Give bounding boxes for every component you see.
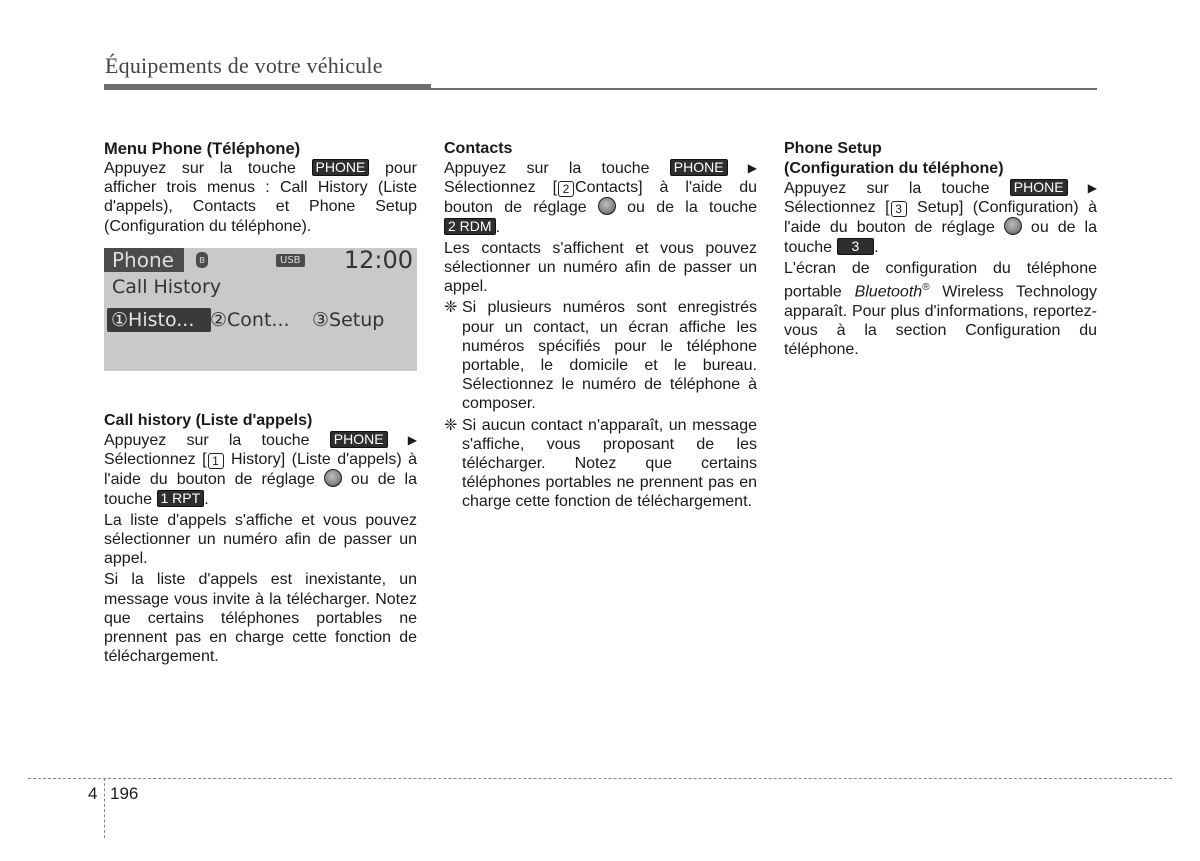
screen-clock: 12:00: [343, 248, 413, 274]
section-title-call-history: Call history (Liste d'appels): [104, 412, 313, 429]
screen-subtitle: Call History: [112, 276, 222, 298]
note-multiple-numbers: ❈ Si plusieurs numéros sont enregistrés pour un contact, un écran affiche les numéros spécifiés pour le téléphone portable, le domicile et le bureau. Sélectionnez le numéro de téléphone à composer.: [444, 299, 757, 413]
paragraph-setup-steps: Appuyez sur la touche PHONE ▶ Sélectionnez [ 3 Setup] (Configuration) à l'aide du bouton de réglage ou de la touche 3 .: [784, 179, 1098, 256]
usb-icon: USB: [276, 254, 305, 267]
page-header-title: Équipements de votre véhicule: [105, 53, 383, 78]
note-no-contacts: ❈ Si aucun contact n'apparaît, un message s'affiche, vous proposant de les télécharger. Notez que certains téléphones portables ne prennent pas en charge cette fonction de téléchargement.: [444, 416, 757, 511]
footer-dashed-divider: [104, 778, 105, 838]
bluetooth-icon: ʙ: [196, 252, 208, 268]
phone-key-icon: PHONE: [330, 431, 388, 448]
phone-key-icon: PHONE: [312, 159, 370, 176]
tune-knob-icon: [598, 197, 616, 215]
screen-menu-setup: ③Setup: [312, 309, 385, 331]
chapter-number: 4: [88, 784, 98, 803]
section-title-contacts: Contacts: [444, 140, 513, 157]
phone-key-icon: PHONE: [670, 159, 728, 176]
screen-menu-contacts: ②Cont...: [210, 309, 290, 331]
phone-key-icon: PHONE: [1010, 179, 1068, 196]
column-call-history: [104, 411, 417, 668]
circled-number-icon: 3: [891, 201, 907, 217]
rpt-key-icon: 1 RPT: [157, 490, 205, 507]
paragraph-call-history-steps: Appuyez sur la touche PHONE ▶ Sélectionnez [ 1 History] (Liste d'appels) à l'aide du bouton de réglage ou de la touche 1 RPT .: [104, 431, 418, 508]
phone-display-screen: [104, 248, 417, 371]
paragraph-setup-screen: L'écran de configuration du téléphone portable Bluetooth® Wireless Technology apparaît. Pour plus d'informations, reportez-vous à la section Configuration du téléphone.: [784, 259, 1097, 358]
paragraph-contacts-list: Les contacts s'affichent et vous pouvez sélectionner un numéro afin de passer un appel.: [444, 239, 757, 296]
screen-tab-phone: Phone: [104, 248, 184, 272]
paragraph-call-history-empty: Si la liste d'appels est inexistante, un message vous invite à la télécharger. Notez que certains téléphones portables ne prennent pas en charge cette fonction de téléchargement.: [104, 571, 417, 666]
page-number: 196: [110, 784, 139, 803]
column-contacts: [444, 139, 757, 514]
key-3-icon: 3: [837, 238, 875, 255]
section-title-phone-setup: Phone Setup (Configuration du téléphone): [784, 140, 1004, 177]
screen-menu-history: ①Histo...: [107, 308, 211, 332]
header-rule-thin: [431, 88, 1097, 90]
section-title-menu-phone: Menu Phone (Téléphone): [104, 140, 301, 158]
circled-number-icon: 1: [208, 453, 224, 469]
tune-knob-icon: [1004, 217, 1022, 235]
note-icon: ❈: [444, 416, 458, 434]
arrow-right-icon: ▶: [747, 161, 757, 175]
arrow-right-icon: ▶: [1087, 181, 1097, 195]
paragraph-contacts-steps: Appuyez sur la touche PHONE ▶ Sélectionnez [ 2 Contacts] à l'aide du bouton de réglage ou de la touche 2 RDM .: [444, 159, 758, 236]
column-phone-setup: [784, 139, 1097, 361]
arrow-right-icon: ▶: [407, 433, 417, 447]
note-icon: ❈: [444, 299, 458, 317]
circled-number-icon: 2: [558, 181, 574, 197]
paragraph-call-history-list: La liste d'appels s'affiche et vous pouvez sélectionner un numéro afin de passer un appel.: [104, 511, 417, 568]
footer-dashed-rule: [28, 778, 1172, 779]
tune-knob-icon: [324, 469, 342, 487]
paragraph-menu-intro: Appuyez sur la touche PHONE pour afficher trois menus : Call History (Liste d'appels), Contacts et Phone Setup (Configuration du téléphone).: [104, 159, 417, 235]
header-rule-thick: [104, 84, 431, 90]
column-menu-phone: [104, 139, 417, 238]
rdm-key-icon: 2 RDM: [444, 218, 496, 235]
